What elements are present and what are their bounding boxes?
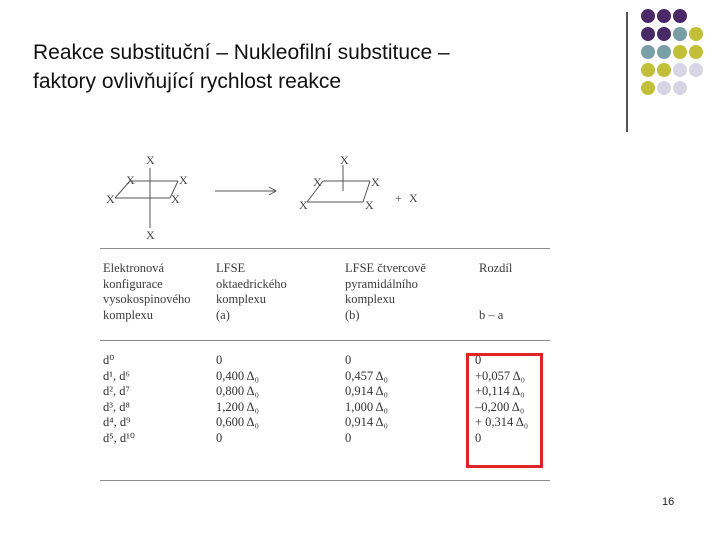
decorative-dot [641,45,655,59]
table-cell: d⁴, d⁹ [103,415,131,429]
decorative-dot [673,63,687,77]
decorative-dot [673,45,687,59]
decorative-dot [657,27,671,41]
table-header-rule [100,340,550,341]
ligand-x: X [146,153,155,167]
table-cell: 0 [345,353,352,367]
ligand-x: X [313,175,322,189]
table-top-rule [100,248,550,249]
header-lfse-octahedral: LFSE oktaedrického komplexu (a) [216,261,287,322]
decorative-dot [641,81,655,95]
decorative-dot [641,63,655,77]
ligand-x: X [299,198,308,212]
table-cell: –0,200 Δ₀ [475,399,525,414]
table-cell: 0,400 Δ₀ [216,368,259,383]
table-cell: d⁰ [103,353,115,367]
ligand-x: X [126,173,135,187]
decorative-divider [626,12,628,132]
header-difference: Rozdíl b – a [479,261,513,322]
header-electron-configuration: Elektronová konfigurace vysokospinového komplexu [103,261,191,322]
column-configuration [103,353,135,446]
table-cell: 0 [345,430,352,445]
column-lfse-octahedral [216,353,259,446]
ligand-x: X [179,173,188,187]
decorative-dot [657,45,671,59]
ligand-x: X [171,192,180,206]
table-cell: 0,914 Δ₀ [345,415,388,429]
page-number: 16 [662,496,675,508]
table-cell: 0 [216,353,223,367]
table-bottom-rule [100,480,550,481]
decorative-dot [657,63,671,77]
column-lfse-square-pyramidal [345,353,388,446]
table-cell: d⁵, d¹⁰ [103,430,135,445]
decorative-dot [657,9,671,23]
decorative-dot [673,9,687,23]
table-cell: + 0,314 Δ₀ [475,415,529,429]
slide-title [33,38,593,96]
slide-title-line-2: faktory ovlivňující rychlost reakce [33,70,342,93]
header-lfse-square-pyramidal: LFSE čtvercově pyramidálního komplexu (b) [345,261,426,322]
decorative-dot [641,9,655,23]
decorative-dot [689,45,703,59]
reaction-scheme [95,148,425,243]
ligand-x: X [365,198,374,212]
decorative-dot [673,81,687,95]
decorative-dot [689,27,703,41]
table-cell: +0,057 Δ₀ [475,368,526,383]
table-cell: d³, d⁸ [103,399,130,414]
decorative-dot [689,63,703,77]
leaving-ligand-x: X [409,191,418,205]
table-cell: +0,114 Δ₀ [475,384,525,398]
ligand-x: X [371,175,380,189]
table-cell: d¹, d⁶ [103,368,130,383]
ligand-x: X [340,153,349,167]
ligand-x: X [146,228,155,242]
table-cell: 0,914 Δ₀ [345,384,388,398]
scanned-table-figure [95,148,555,483]
table-cell: d², d⁷ [103,384,130,398]
table-cell: 1,000 Δ₀ [345,399,388,414]
table-cell: 0 [475,430,482,445]
slide-title-line-1: Reakce substituční – Nukleofilní substituce – [33,41,450,64]
table-cell: 1,200 Δ₀ [216,399,259,414]
plus-sign: + [395,191,402,205]
decorative-dot [641,27,655,41]
decorative-dot [657,81,671,95]
decorative-dot [673,27,687,41]
highlight-box [466,353,543,468]
table-cell: 0,600 Δ₀ [216,415,259,429]
table-cell: 0,457 Δ₀ [345,368,388,383]
table-cell: 0,800 Δ₀ [216,384,259,398]
table-cell: 0 [216,430,223,445]
ligand-x: X [106,192,115,206]
table-cell: 0 [475,353,482,367]
